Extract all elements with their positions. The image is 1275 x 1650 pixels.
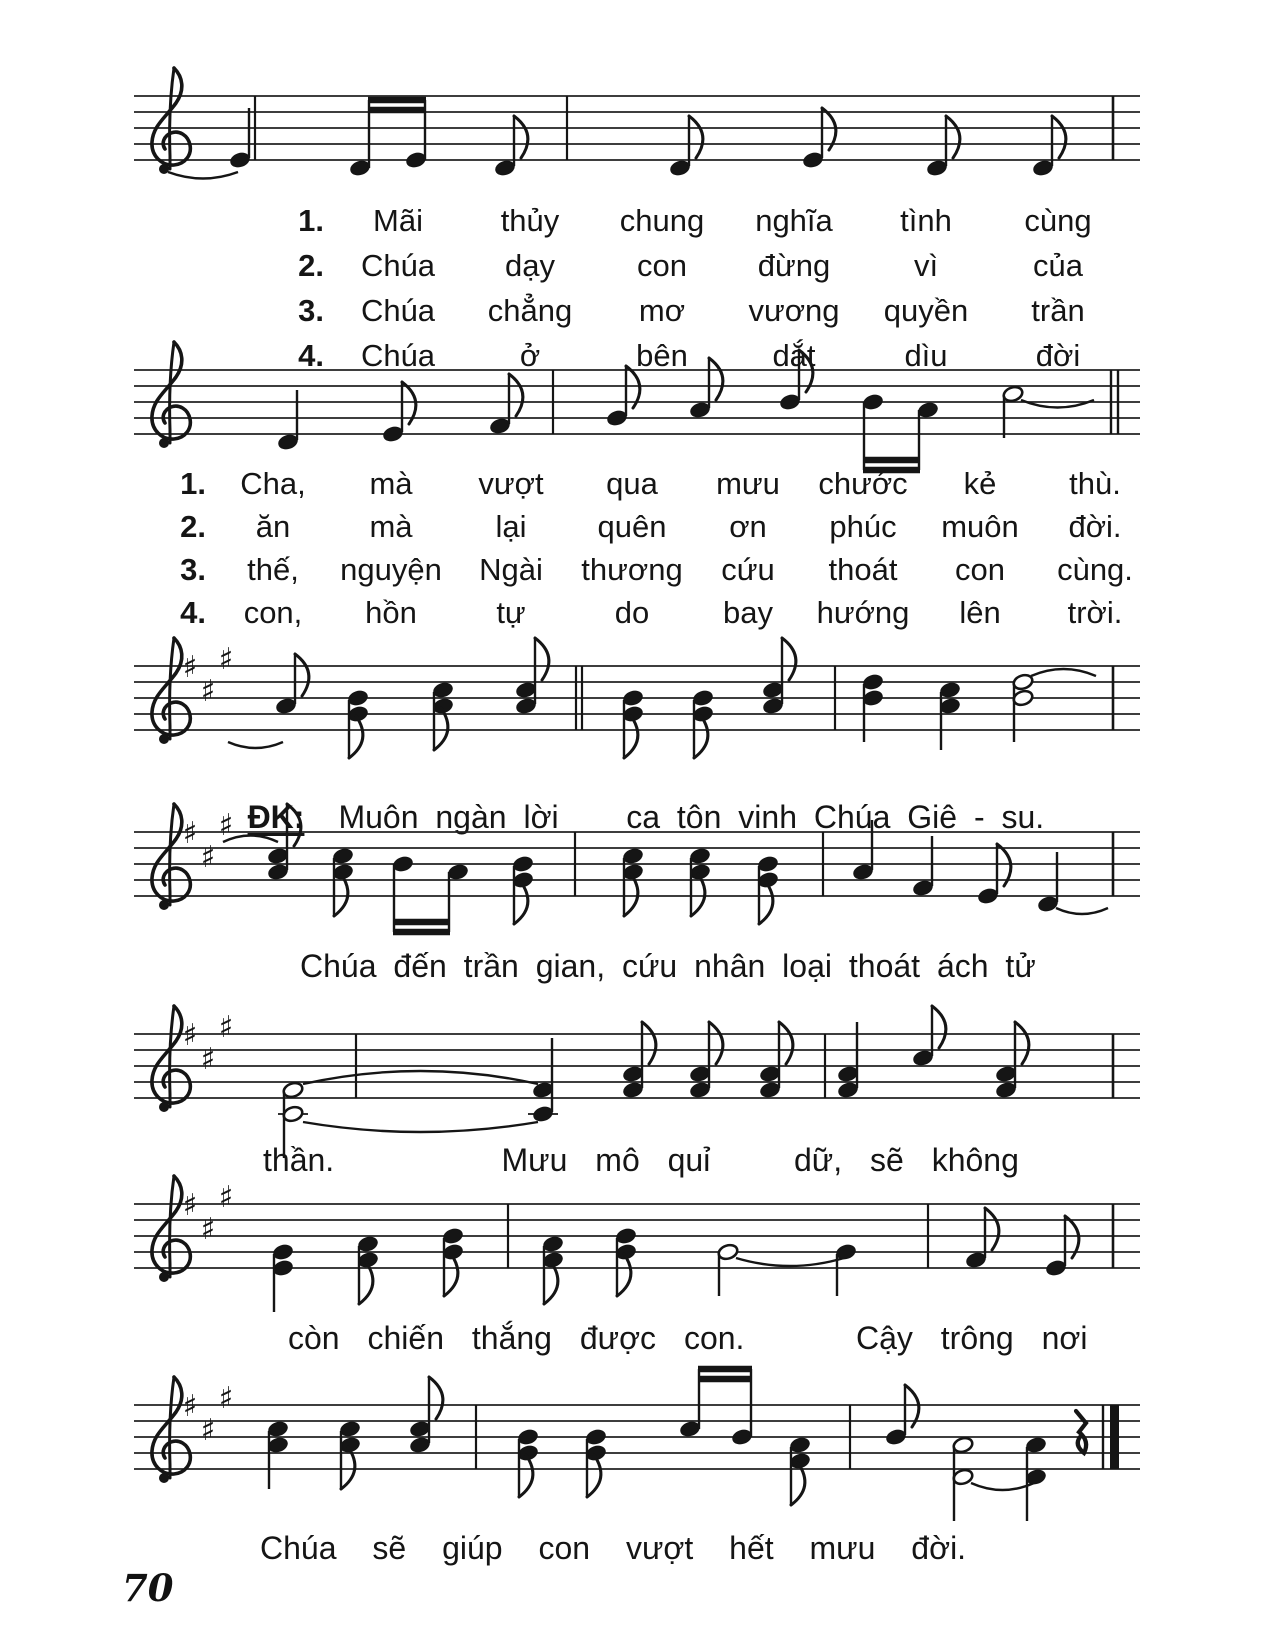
svg-text:♯: ♯ <box>218 642 234 677</box>
staff-system-6 <box>128 1164 1148 1334</box>
refrain-line-2: thần. Mưu mô quỉ dữ, sẽ không <box>263 1142 1019 1178</box>
verse-word: Cha, <box>240 466 306 501</box>
verse-word: chước <box>818 466 908 501</box>
svg-text:♯: ♯ <box>218 1010 234 1045</box>
staff-system-7 <box>128 1365 1148 1535</box>
staff-6-svg <box>128 1164 1148 1334</box>
verse-word: lên <box>959 595 1001 630</box>
notes-group <box>267 804 1059 932</box>
verse-word: ở <box>519 338 541 373</box>
staff-system-4 <box>128 792 1148 962</box>
verse-word: đời. <box>1068 509 1122 544</box>
verse-word: nguyện <box>340 552 442 587</box>
verse-word: tình <box>900 203 952 238</box>
treble-clef-icon <box>152 342 190 448</box>
verse-word: qua <box>606 466 658 501</box>
key-signature-sharps <box>183 1381 234 1448</box>
svg-text:♯: ♯ <box>218 808 234 843</box>
verse-word: Chúa <box>360 293 436 328</box>
verse-word: trần <box>1031 293 1085 328</box>
verse-word: thoát <box>828 552 898 587</box>
verse-number: 3. <box>298 293 324 328</box>
svg-text:♯: ♯ <box>218 1180 234 1215</box>
verse-word: quên <box>597 509 667 544</box>
verse-word: đừng <box>757 248 831 283</box>
verse-word: bên <box>636 338 688 373</box>
verse-word: mà <box>369 509 413 544</box>
verse-word: chung <box>619 203 705 238</box>
verse-number: 1. <box>180 466 206 501</box>
verse-word: vượt <box>478 466 544 501</box>
verse-word: thù. <box>1069 466 1121 501</box>
verse-word: dạy <box>505 248 555 283</box>
key-signature-sharps <box>183 1010 234 1077</box>
staff-7-svg <box>128 1365 1148 1535</box>
verse-word: thương <box>581 552 683 587</box>
refrain-line-4: Chúa sẽ giúp con vượt hết mưu đời. <box>260 1530 967 1566</box>
svg-text:♯: ♯ <box>182 816 198 851</box>
verse-word: ơn <box>729 509 767 544</box>
notes-group <box>267 1369 1047 1521</box>
verse-word: thủy <box>500 203 560 238</box>
staff-4-svg <box>128 792 1148 962</box>
svg-text:♯: ♯ <box>218 1381 234 1416</box>
refrain-line-3: còn chiến thắng được con. Cậy trông nơi <box>288 1320 1088 1356</box>
verse-word: thế, <box>247 552 299 587</box>
verse-number: 1. <box>298 203 324 238</box>
verse-word: mà <box>369 466 413 501</box>
key-signature-sharps <box>183 642 234 709</box>
verse-word: hướng <box>816 595 910 630</box>
verse-word: kẻ <box>963 466 997 501</box>
verse-word: muôn <box>941 509 1019 544</box>
verse-word: nghĩa <box>755 203 833 238</box>
verse-word: do <box>614 595 650 630</box>
verse-number: 3. <box>180 552 206 587</box>
verse-block-2 <box>158 462 1152 634</box>
page-number: 70 <box>122 1566 174 1610</box>
verse-word: vương <box>748 293 840 328</box>
staff-system-5 <box>128 994 1148 1164</box>
verse-word: lại <box>495 509 527 544</box>
verse-word: đời <box>1035 338 1081 373</box>
notes-group <box>277 350 1024 470</box>
verse-word: mưu <box>716 466 780 501</box>
verse-number: 2. <box>298 248 324 283</box>
treble-clef-icon <box>152 68 190 174</box>
svg-text:♯: ♯ <box>200 840 216 875</box>
svg-text:♯: ♯ <box>182 1188 198 1223</box>
verse-word: dắt <box>772 338 816 373</box>
verse-word: con <box>955 552 1005 587</box>
svg-text:♯: ♯ <box>200 674 216 709</box>
verse-word: Chúa <box>360 248 436 283</box>
verse-word: dìu <box>904 338 948 373</box>
svg-text:♯: ♯ <box>182 1018 198 1053</box>
verse-word: cùng. <box>1057 552 1133 587</box>
svg-text:♯: ♯ <box>200 1212 216 1247</box>
key-signature-sharps <box>183 1180 234 1247</box>
verse-word: tự <box>496 595 526 630</box>
chorus-label: ĐK: <box>247 799 305 835</box>
verse-word: con <box>637 248 687 283</box>
svg-text:♯: ♯ <box>182 1389 198 1424</box>
verse-word: vì <box>913 248 939 283</box>
verse-word: Mãi <box>373 203 423 238</box>
staff-5-svg <box>128 994 1148 1164</box>
notes-group <box>272 1208 1079 1312</box>
verse-word: hồn <box>365 595 417 630</box>
svg-text:♯: ♯ <box>200 1413 216 1448</box>
svg-text:♯: ♯ <box>200 1042 216 1077</box>
verse-word: bay <box>723 595 773 630</box>
verse-word: của <box>1033 248 1083 283</box>
verse-word: ăn <box>255 509 291 544</box>
verse-number: 4. <box>298 338 324 373</box>
verse-word: Ngài <box>479 552 543 587</box>
verse-word: con, <box>243 595 303 630</box>
verse-word: chẳng <box>487 293 573 328</box>
verse-word: cùng <box>1024 203 1092 238</box>
verse-word: trời. <box>1067 595 1123 630</box>
verse-word: phúc <box>829 509 897 544</box>
verse-word: Chúa <box>360 338 436 373</box>
verse-word: mơ <box>638 293 686 328</box>
verse-word: quyền <box>883 293 969 328</box>
refrain-line-1: Chúa đến trần gian, cứu nhân loại thoát ách tử <box>300 948 1036 984</box>
verse-number: 4. <box>180 595 206 630</box>
svg-text:♯: ♯ <box>182 650 198 685</box>
verse-number: 2. <box>180 509 206 544</box>
chorus-text: Muôn ngàn lời ca tôn vinh Chúa Giê - su. <box>338 799 1045 835</box>
verse-word: cứu <box>721 552 775 587</box>
